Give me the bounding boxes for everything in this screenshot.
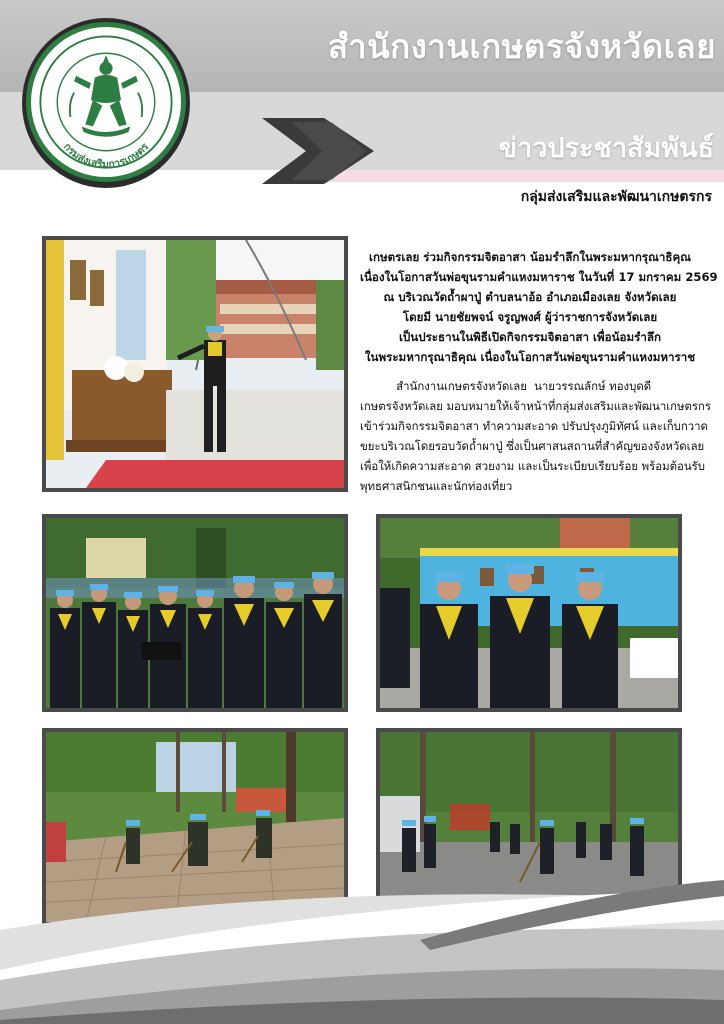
body-line: พุทธศาสนิกชนและนักท่องเที่ยว: [360, 479, 513, 493]
department-logo: [26, 22, 186, 182]
photo-ceremony: [42, 236, 348, 492]
body-line: เพื่อให้เกิดความสะอาด สวยงาม และเป็นระเบียบเรียบร้อย พร้อมต้อนรับ: [360, 459, 705, 473]
department-group-name: กลุ่มส่งเสริมและพัฒนาเกษตรกร: [520, 189, 712, 205]
headline-line: เนื่องในโอกาสวันพ่อขุนรามคำแหงมหาราช ในวันที่ 17 มกราคม 2569: [360, 270, 718, 284]
bottom-wave-decoration: [0, 860, 724, 1024]
headline-line: เกษตรเลย ร่วมกิจกรรมจิตอาสา น้อมรำลึกในพระมหากรุณาธิคุณ: [369, 250, 691, 264]
body-line: ขยะบริเวณโดยรอบวัดถ้ำผาปู่ ซึ่งเป็นศาสนสถานที่สำคัญของจังหวัดเลย: [360, 439, 705, 453]
chevron-decoration-icon: [262, 118, 374, 184]
body-line: เข้าร่วมกิจกรรมจิตอาสา ทำความสะอาด ปรับปรุงภูมิทัศน์ และเก็บกวาด: [360, 419, 708, 433]
organization-title: สำนักงานเกษตรจังหวัดเลย: [327, 27, 716, 66]
photo-volunteers-group: [42, 514, 348, 712]
article-headline: [360, 247, 718, 367]
headline-line: เป็นประธานในพิธีเปิดกิจกรรมจิตอาสา เพื่อน้อมรำลึก: [398, 330, 662, 344]
photo-officials: [376, 514, 682, 712]
headline-line: ณ บริเวณวัดถ้ำผาปู่ ตำบลนาอ้อ อำเภอเมืองเลย จังหวัดเลย: [383, 290, 677, 304]
headline-line: ในพระมหากรุณาธิคุณ เนื่องในโอกาสวันพ่อขุนรามคำแหงมหาราช: [364, 350, 696, 364]
headline-line: โดยมี นายชัยพจน์ จรูญพงศ์ ผู้ว่าราชการจังหวัดเลย: [402, 310, 658, 324]
body-line: สำนักงานเกษตรจังหวัดเลย นายวรรณลักษ์ ทองบุดดี: [360, 379, 652, 393]
press-release-title: ข่าวประชาสัมพันธ์: [498, 133, 714, 164]
svg-text:กรมส่งเสริมการเกษตร: [61, 141, 152, 171]
article-body: [360, 376, 710, 496]
logo-text: กรมส่งเสริมการเกษตร: [60, 140, 152, 171]
body-line: เกษตรจังหวัดเลย มอบหมายให้เจ้าหน้าที่กลุ่มส่งเสริมและพัฒนาเกษตรกร: [360, 399, 712, 413]
